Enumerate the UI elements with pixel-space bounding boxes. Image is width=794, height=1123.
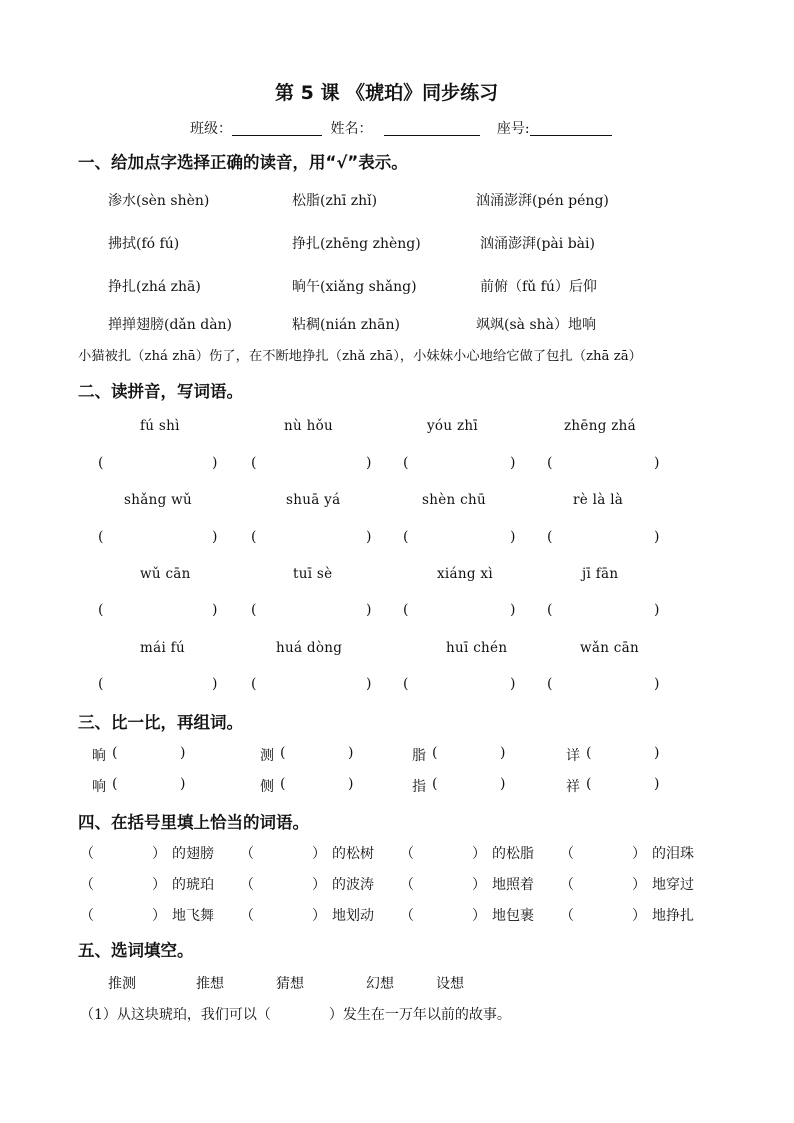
s2-pinyin: wǎn cān — [580, 640, 639, 656]
word-choice: 推测 — [108, 976, 136, 992]
section-1-heading: 一、给加点字选择正确的读音，用“√”表示。 — [78, 153, 408, 172]
class-blank[interactable] — [232, 121, 322, 136]
answer-paren-open[interactable]: （ — [80, 877, 94, 893]
s4-word: 的泪珠 — [652, 846, 694, 862]
s3-char: 指 — [412, 779, 426, 795]
seat-blank[interactable] — [530, 121, 612, 136]
s2-pinyin: xiáng xì — [437, 566, 493, 582]
answer-paren-open[interactable]: ( — [403, 602, 409, 618]
question-1 — [80, 1004, 511, 1024]
s4-word: 的琥珀 — [172, 877, 214, 893]
answer-paren-close: ) — [212, 676, 218, 692]
s2-pinyin: tuī sè — [293, 566, 333, 582]
s1-item: 松脂(zhī zhǐ) — [292, 193, 378, 209]
s2-pinyin: mái fú — [140, 640, 185, 656]
answer-paren-close: ) — [348, 776, 354, 792]
answer-paren-close: ) — [654, 455, 660, 471]
answer-paren-close: ） — [312, 908, 326, 924]
s3-char: 详 — [566, 748, 580, 764]
answer-paren-open[interactable]: ( — [98, 602, 104, 618]
answer-paren-open[interactable]: ( — [112, 745, 118, 761]
answer-paren-close: ) — [212, 529, 218, 545]
answer-paren-open[interactable]: ( — [98, 676, 104, 692]
word-choice: 幻想 — [366, 976, 394, 992]
answer-paren-open[interactable]: ( — [432, 745, 438, 761]
answer-paren-open[interactable]: （ — [400, 846, 414, 862]
answer-paren-open[interactable]: （ — [560, 908, 574, 924]
answer-paren-open[interactable]: ( — [403, 455, 409, 471]
class-label: 班级： — [190, 121, 232, 137]
s3-char: 测 — [260, 748, 274, 764]
answer-paren-close: ) — [654, 676, 660, 692]
answer-paren-close: ） — [632, 846, 646, 862]
s4-word: 地包裹 — [492, 908, 534, 924]
answer-paren-close: ） — [152, 877, 166, 893]
s4-word: 的翅膀 — [172, 846, 214, 862]
s3-char: 响 — [92, 779, 106, 795]
answer-paren-open[interactable]: （ — [80, 908, 94, 924]
answer-paren-close: ） — [472, 877, 486, 893]
answer-paren-open[interactable]: ( — [547, 529, 553, 545]
answer-paren-open[interactable]: （ — [240, 877, 254, 893]
answer-paren-open[interactable]: ( — [112, 776, 118, 792]
s2-pinyin: shǎng wǔ — [124, 492, 192, 508]
s1-item: 粘稠(nián zhān) — [292, 317, 400, 333]
s3-char: 晌 — [92, 748, 106, 764]
answer-paren-close: ) — [500, 745, 506, 761]
s1-item: 汹涌澎湃(pén péng) — [476, 193, 609, 209]
answer-paren-close: ) — [212, 455, 218, 471]
answer-paren-close: ） — [312, 877, 326, 893]
answer-paren-open[interactable]: （ — [560, 877, 574, 893]
s1-item: 拂拭(fó fú) — [108, 236, 180, 252]
page-title: 第 5 课 《琥珀》同步练习 — [275, 82, 499, 104]
answer-paren-open[interactable]: （ — [400, 908, 414, 924]
answer-paren-open[interactable]: ( — [403, 529, 409, 545]
answer-paren-close: ) — [366, 602, 372, 618]
answer-paren-open[interactable]: ( — [251, 676, 257, 692]
s1-item: 前俯（fǔ fú）后仰 — [480, 279, 597, 295]
answer-paren-open[interactable]: ( — [251, 602, 257, 618]
s4-word: 地飞舞 — [172, 908, 214, 924]
word-choice: 设想 — [436, 976, 464, 992]
answer-paren-close: ) — [180, 745, 186, 761]
section-2-heading: 二、读拼音，写词语。 — [78, 382, 243, 401]
answer-paren-close: ） — [632, 908, 646, 924]
s2-pinyin: shèn chū — [422, 492, 486, 508]
s2-pinyin: zhēng zhá — [564, 418, 636, 434]
s4-word: 地穿过 — [652, 877, 694, 893]
answer-paren-close: ) — [510, 455, 516, 471]
s2-pinyin: jī fān — [582, 566, 619, 582]
seat-label: 座号: — [496, 121, 530, 137]
answer-paren-open[interactable]: ( — [403, 676, 409, 692]
answer-paren-open[interactable]: ( — [586, 776, 592, 792]
answer-paren-open[interactable]: ( — [547, 602, 553, 618]
answer-paren-open[interactable]: ( — [98, 455, 104, 471]
s4-word: 的松树 — [332, 846, 374, 862]
name-blank[interactable] — [384, 121, 480, 136]
answer-paren-close: ) — [654, 776, 660, 792]
info-line — [190, 118, 612, 138]
answer-paren-open[interactable]: （ — [240, 908, 254, 924]
answer-paren-open[interactable]: ( — [280, 745, 286, 761]
answer-paren-close: ) — [500, 776, 506, 792]
answer-paren-open[interactable]: （ — [400, 877, 414, 893]
word-choice: 猜想 — [276, 976, 304, 992]
s2-pinyin: wǔ cān — [140, 566, 191, 582]
answer-paren-close: ) — [510, 529, 516, 545]
section-5-heading: 五、选词填空。 — [78, 941, 194, 960]
s2-pinyin: fú shì — [140, 418, 180, 434]
s1-item: 飒飒(sà shà）地响 — [476, 317, 596, 333]
name-label: 姓名： — [330, 121, 373, 137]
answer-paren-close: ） — [312, 846, 326, 862]
s2-pinyin: huá dòng — [276, 640, 343, 656]
answer-paren-open[interactable]: ( — [251, 455, 257, 471]
s2-pinyin: yóu zhī — [427, 418, 478, 434]
s4-word: 的波涛 — [332, 877, 374, 893]
answer-paren-close: ) — [510, 676, 516, 692]
answer-paren-open[interactable]: ( — [586, 745, 592, 761]
answer-paren-open[interactable]: ( — [432, 776, 438, 792]
answer-paren-open[interactable]: ( — [547, 676, 553, 692]
word-choice: 推想 — [196, 976, 224, 992]
answer-paren-close: ） — [472, 908, 486, 924]
s1-sentence: 小猫被扎（zhá zhā）伤了，在不断地挣扎（zhǎ zhā），小妹妹小心地给它做了包扎（zhā zā） — [78, 349, 642, 364]
answer-paren-close: ) — [348, 745, 354, 761]
s1-item: 挣扎(zhēng zhèng) — [292, 236, 421, 252]
s2-pinyin: shuā yá — [286, 492, 341, 508]
answer-paren-open[interactable]: （ — [560, 846, 574, 862]
answer-paren-close: ） — [632, 877, 646, 893]
answer-paren-close: ) — [654, 602, 660, 618]
s2-pinyin: huī chén — [446, 640, 508, 656]
answer-paren-close: ) — [366, 676, 372, 692]
s4-word: 地照着 — [492, 877, 534, 893]
question-1-prefix: （1）从这块琥珀，我们可以（ — [80, 1007, 271, 1023]
s1-item: 渗水(sèn shèn) — [108, 193, 210, 209]
answer-paren-open[interactable]: （ — [240, 846, 254, 862]
s4-word: 的松脂 — [492, 846, 534, 862]
answer-paren-close: ) — [654, 529, 660, 545]
s1-item: 汹涌澎湃(pài bài) — [480, 236, 595, 252]
s1-item: 晌午(xiǎng shǎng) — [292, 279, 417, 295]
s3-char: 祥 — [566, 779, 580, 795]
answer-paren-close: ） — [152, 846, 166, 862]
s4-word: 地划动 — [332, 908, 374, 924]
answer-paren-close: ) — [654, 745, 660, 761]
answer-paren-open[interactable]: ( — [251, 529, 257, 545]
answer-paren-close: ) — [212, 602, 218, 618]
question-1-suffix: ）发生在一万年以前的故事。 — [328, 1007, 511, 1023]
s3-char: 脂 — [412, 748, 426, 764]
section-4-heading: 四、在括号里填上恰当的词语。 — [78, 813, 309, 832]
answer-paren-close: ) — [180, 776, 186, 792]
answer-paren-close: ) — [366, 529, 372, 545]
answer-paren-open[interactable]: ( — [280, 776, 286, 792]
s1-item: 挣扎(zhá zhā) — [108, 279, 201, 295]
answer-paren-close: ） — [472, 846, 486, 862]
answer-paren-close: ） — [152, 908, 166, 924]
s2-pinyin: nù hǒu — [284, 418, 333, 434]
s1-item: 掸掸翅膀(dǎn dàn) — [108, 317, 233, 333]
answer-paren-close: ) — [366, 455, 372, 471]
s4-word: 地挣扎 — [652, 908, 694, 924]
answer-paren-close: ) — [510, 602, 516, 618]
s3-char: 侧 — [260, 779, 274, 795]
answer-paren-open[interactable]: ( — [98, 529, 104, 545]
section-3-heading: 三、比一比，再组词。 — [78, 713, 243, 732]
answer-paren-open[interactable]: ( — [547, 455, 553, 471]
answer-paren-open[interactable]: （ — [80, 846, 94, 862]
s2-pinyin: rè là là — [573, 492, 624, 508]
